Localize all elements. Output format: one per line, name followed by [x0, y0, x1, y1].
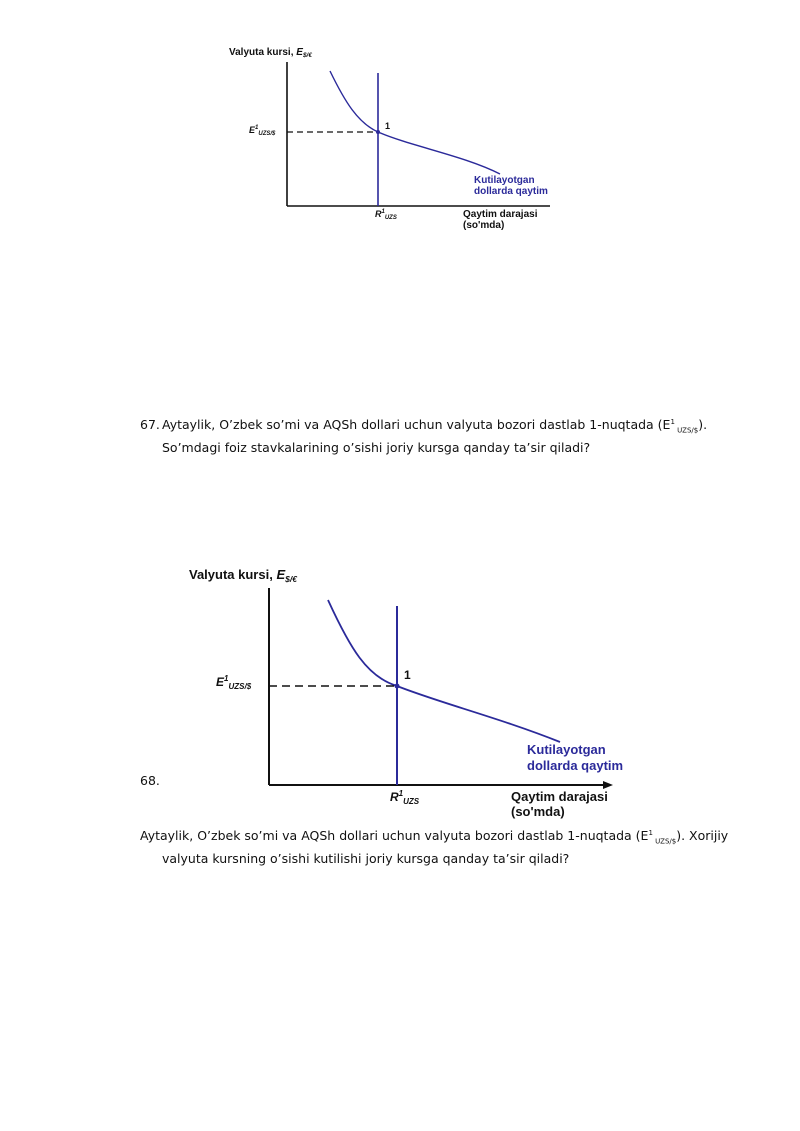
- question-68-line1: Aytaylik, O’zbek so’mi va AQSh dollari uchun valyuta bozori dastlab 1-nuqtada ($E^1$ $_{UZS/\$}$). Xorijiy: [140, 828, 729, 846]
- figure-2-x-axis-title-line1: Qaytim darajasi: [511, 789, 608, 804]
- figure-1-x-axis-title-line2: (so'mda): [463, 220, 505, 231]
- figure-2-expected-return-curve: [328, 600, 560, 742]
- figure-2-x-axis-arrow: [603, 781, 613, 789]
- question-68-line2: valyuta kursning o’sishi kutilishi joriy kursga qanday ta’sir qiladi?: [162, 851, 570, 866]
- figure-1-exchange-rate-diagram: [220, 40, 580, 240]
- figure-2-exchange-rate-diagram: [185, 560, 665, 825]
- figure-1-point-label: 1: [385, 121, 391, 131]
- figure-2-x-axis-title-line2: (so'mda): [511, 804, 565, 819]
- question-67: [140, 413, 755, 459]
- figure-1-e-label: $E^1_{UZS/\$}$: [249, 125, 276, 137]
- figure-2-y-axis-title: Valyuta kursi, $E_{\$/€}$: [189, 567, 297, 584]
- figure-2-curve-label-line2: dollarda qaytim: [527, 758, 624, 773]
- figure-1-equilibrium-point: [376, 130, 380, 134]
- figure-1-curve-label-line1: Kutilayotgan: [474, 175, 535, 186]
- figure-2-point-label: 1: [404, 668, 411, 682]
- question-67-body: [162, 413, 755, 459]
- question-68-number: 68.: [140, 773, 160, 788]
- figure-1-svg: [220, 40, 580, 240]
- figure-1-r-label: $R^1_{UZS}$: [375, 209, 397, 221]
- figure-2-e-label: $E^1_{UZS/\$}$: [216, 674, 252, 691]
- question-68: [140, 824, 760, 870]
- figure-1-x-axis-title-line1: Qaytim darajasi: [463, 209, 538, 220]
- question-67-line2: So’mdagi foiz stavkalarining o’sishi joriy kursga qanday ta’sir qiladi?: [162, 440, 591, 455]
- figure-2-equilibrium-point: [395, 684, 400, 689]
- figure-1-curve-label-line2: dollarda qaytim: [474, 186, 548, 197]
- figure-1-expected-return-curve: [330, 71, 500, 174]
- figure-2-r-label: $R^1_{UZS}$: [390, 789, 420, 806]
- figure-2-curve-label-line1: Kutilayotgan: [527, 742, 606, 757]
- question-67-line1: Aytaylik, O’zbek so’mi va AQSh dollari uchun valyuta bozori dastlab 1-nuqtada ($E^1$ $_{UZS/\$}$).: [162, 417, 708, 435]
- figure-1-y-axis-title: Valyuta kursi, $E_{\$/€}$: [229, 47, 312, 59]
- question-67-number: 67.: [140, 417, 160, 432]
- figure-2-svg: [185, 560, 665, 825]
